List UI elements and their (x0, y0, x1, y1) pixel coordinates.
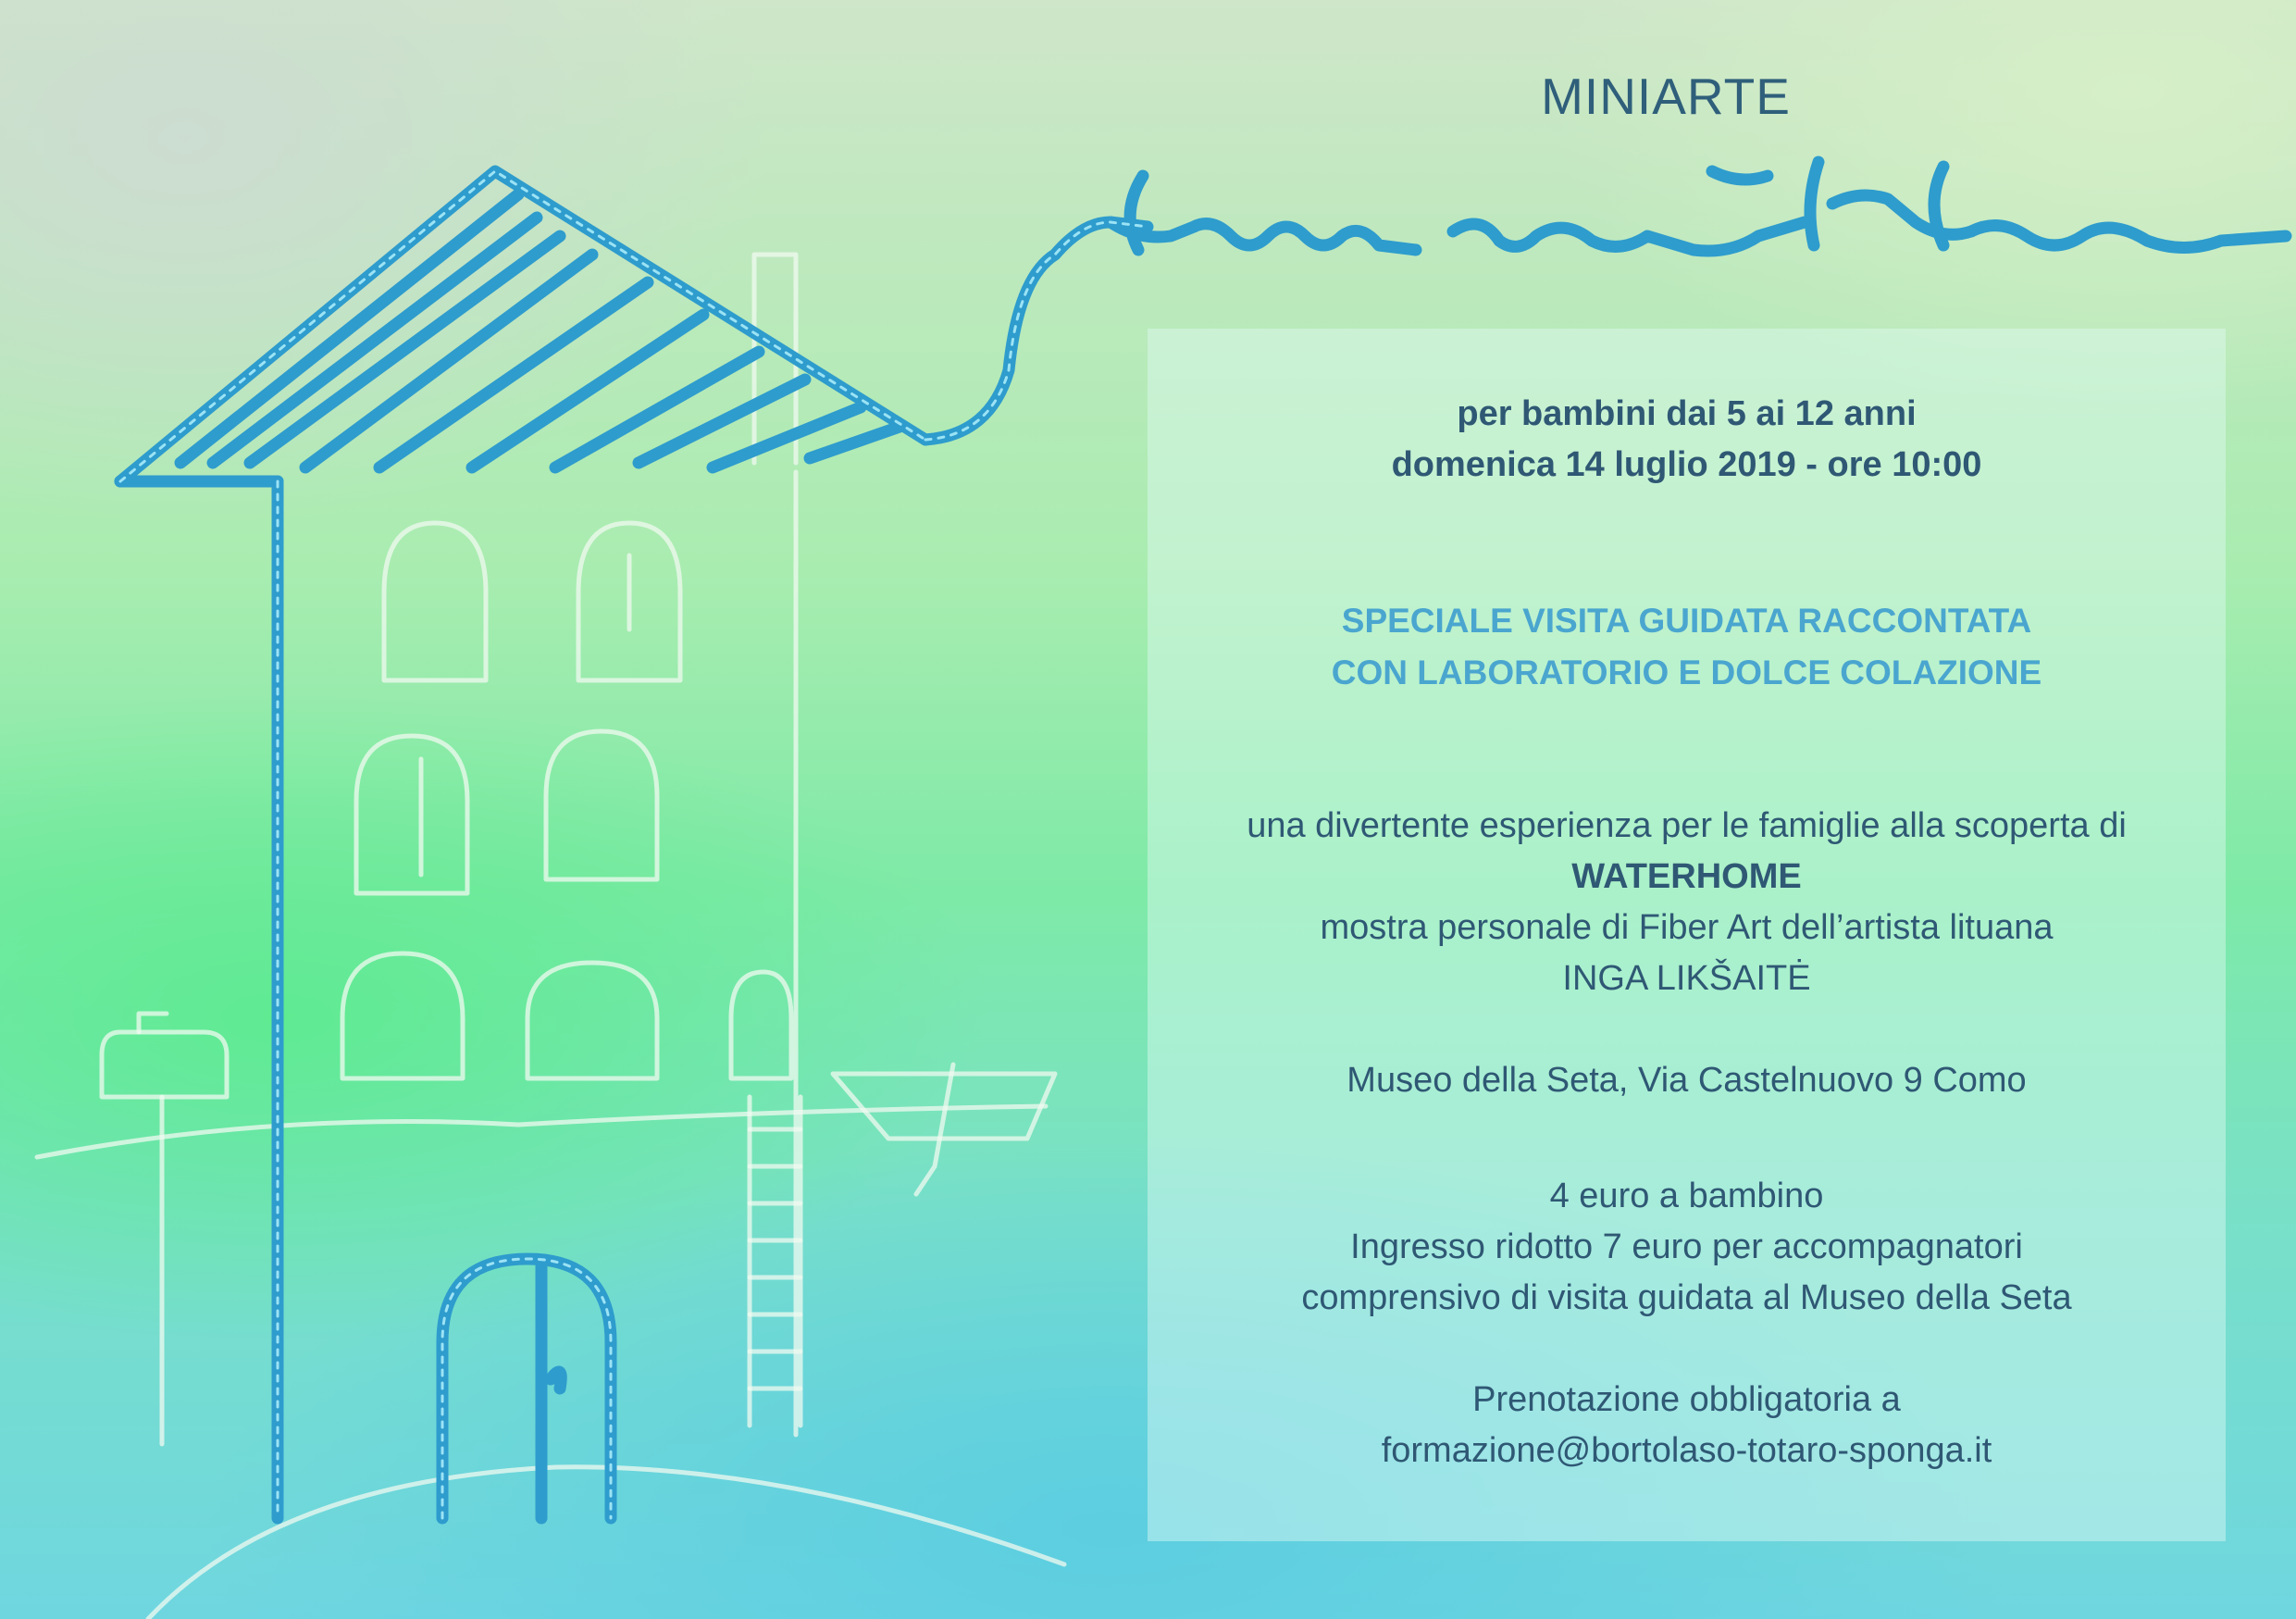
intro-text: una divertente esperienza per le famiglie alla scoperta di (1247, 806, 2127, 845)
venue-text: Museo della Seta, Via Castelnuovo 9 Como (1347, 1061, 2027, 1100)
exhibition-desc: mostra personale di Fiber Art dell’artista lituana (1320, 908, 2054, 947)
date-text: domenica 14 luglio 2019 - ore 10:00 (1391, 445, 1982, 484)
exhibition-title: WATERHOME (1571, 857, 1802, 896)
audience-text: per bambini dai 5 ai 12 anni (1457, 394, 1917, 433)
booking-email[interactable]: formazione@bortolaso-totaro-sponga.it (1381, 1431, 1992, 1470)
artist-name: INGA LIKŠAITĖ (1562, 959, 1811, 998)
highlight-line-2: CON LABORATORIO E DOLCE COLAZIONE (1331, 654, 2042, 691)
info-panel (1148, 329, 2226, 1541)
page-title: MINIARTE (1541, 68, 1791, 125)
price-adult: Ingresso ridotto 7 euro per accompagnatori (1350, 1227, 2023, 1266)
booking-text: Prenotazione obbligatoria a (1472, 1380, 1901, 1419)
price-note: comprensivo di visita guidata al Museo della Seta (1301, 1278, 2072, 1317)
script-title: home sweet home (1475, 214, 1967, 277)
price-child: 4 euro a bambino (1549, 1177, 1824, 1215)
highlight-line-1: SPECIALE VISITA GUIDATA RACCONTATA (1341, 602, 2032, 640)
